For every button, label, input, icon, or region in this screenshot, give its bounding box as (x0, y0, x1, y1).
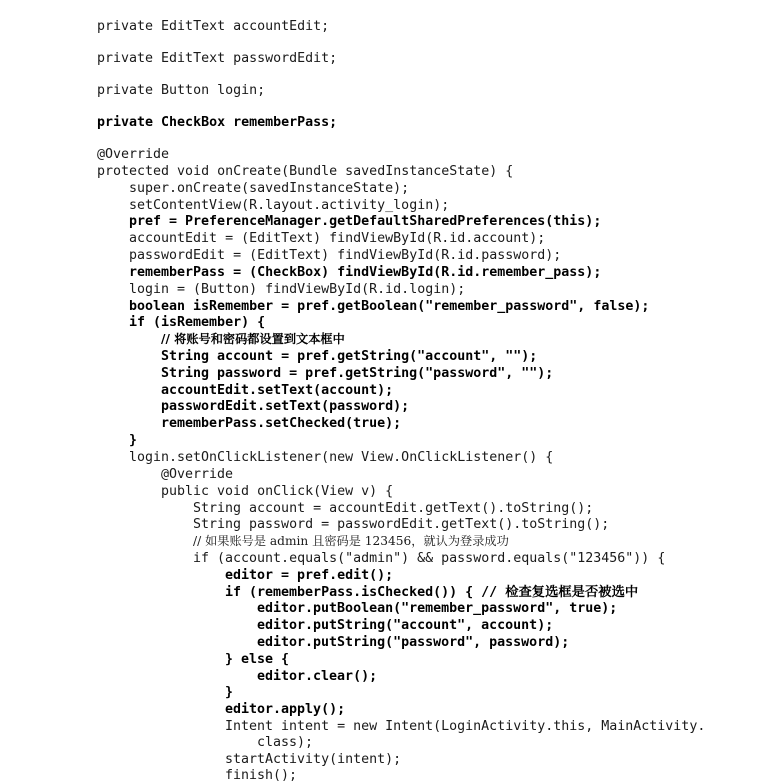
code-line: editor.putBoolean("remember_password", true); (257, 601, 618, 616)
code-line: editor.putString("password", password); (257, 635, 570, 650)
code-line: // 将账号和密码都设置到文本框中 (161, 332, 345, 346)
code-line: class); (257, 735, 314, 750)
code-line: login = (Button) findViewById(R.id.login); (129, 282, 466, 297)
code-line: Intent intent = new Intent(LoginActivity.this, MainActivity. (225, 719, 706, 734)
code-line: public void onClick(View v) { (161, 484, 394, 499)
code-line: passwordEdit.setText(password); (161, 399, 410, 414)
code-line: if (isRemember) { (129, 315, 266, 330)
code-line: boolean isRemember = pref.getBoolean("remember_password", false); (129, 299, 650, 314)
code-line: private EditText passwordEdit; (97, 51, 338, 66)
code-line: rememberPass.setChecked(true); (161, 416, 402, 431)
code-line: editor.apply(); (225, 702, 346, 717)
code-line: accountEdit.setText(account); (161, 383, 394, 398)
code-line: @Override (161, 467, 234, 482)
code-line: } (225, 685, 234, 700)
code-line: super.onCreate(savedInstanceState); (129, 181, 410, 196)
code-line: editor = pref.edit(); (225, 568, 394, 583)
code-line: editor.putString("account", account); (257, 618, 554, 633)
code-line: setContentView(R.layout.activity_login); (129, 198, 450, 213)
code-line: // 如果账号是 admin 且密码是 123456，就认为登录成功 (193, 534, 509, 548)
code-line: rememberPass = (CheckBox) findViewById(R.id.remember_pass); (129, 265, 602, 280)
code-line: startActivity(intent); (225, 752, 402, 767)
code-line: String password = pref.getString("password", ""); (161, 366, 554, 381)
code-line: String password = passwordEdit.getText().toString(); (193, 517, 610, 532)
code-line: if (account.equals("admin") && password.equals("123456")) { (193, 551, 666, 566)
code-line: } (129, 433, 138, 448)
code-line: finish(); (225, 768, 298, 783)
code-line: login.setOnClickListener(new View.OnClickListener() { (129, 450, 554, 465)
code-line: String account = accountEdit.getText().toString(); (193, 501, 594, 516)
code-line: protected void onCreate(Bundle savedInstanceState) { (97, 164, 514, 179)
code-line: } else { (225, 652, 290, 667)
code-line: accountEdit = (EditText) findViewById(R.id.account); (129, 231, 546, 246)
code-line: passwordEdit = (EditText) findViewById(R.id.password); (129, 248, 562, 263)
code-line: private CheckBox rememberPass; (97, 115, 338, 130)
code-line: if (rememberPass.isChecked()) { // 检查复选框是否被选中 (225, 585, 639, 600)
code-line: editor.clear(); (257, 669, 378, 684)
code-line: private Button login; (97, 83, 266, 98)
code-line: @Override (97, 147, 170, 162)
code-line: pref = PreferenceManager.getDefaultSharedPreferences(this); (129, 214, 602, 229)
code-line: private EditText accountEdit; (97, 19, 330, 34)
code-line: String account = pref.getString("account", ""); (161, 349, 538, 364)
